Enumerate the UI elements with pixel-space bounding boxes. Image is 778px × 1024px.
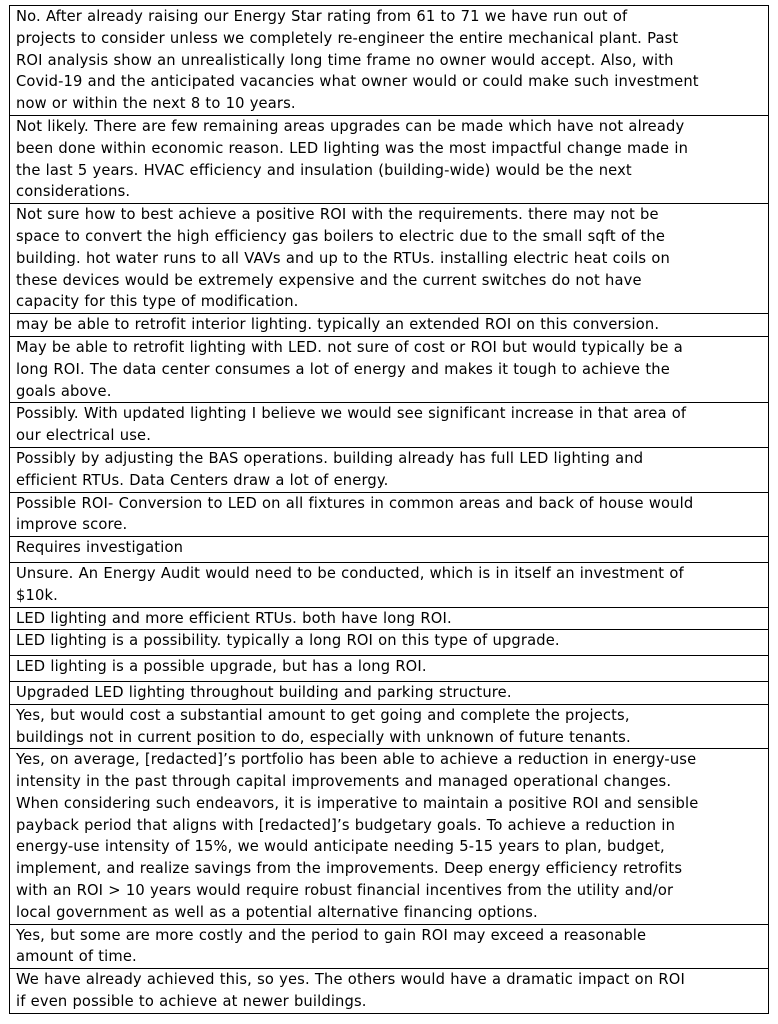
table-row (10, 6, 769, 116)
response-line: projects to consider unless we completely re-engineer the entire mechanical plant. Past (16, 29, 679, 47)
table-row (10, 204, 769, 314)
response-line: Not sure how to best achieve a positive ROI with the requirements. there may not be (16, 206, 659, 224)
table-row (10, 924, 769, 969)
response-line: if even possible to achieve at newer buildings. (16, 993, 367, 1011)
response-line: Unsure. An Energy Audit would need to be conducted, which is in itself an investment of (16, 564, 684, 582)
response-cell (10, 607, 769, 630)
response-cell (10, 115, 769, 203)
response-line: implement, and realize savings from the improvements. Deep energy efficiency retrofits (16, 860, 683, 878)
response-cell (10, 704, 769, 749)
response-line: buildings not in current position to do, especially with unknown of future tenants. (16, 728, 631, 746)
responses-table-body (10, 6, 769, 1014)
table-row (10, 336, 769, 402)
response-cell (10, 749, 769, 924)
response-line: Possibly. With updated lighting I believe we would see significant increase in that area of (16, 405, 687, 423)
response-line: energy-use intensity of 15%, we would anticipate needing 5-15 years to plan, budget, (16, 838, 665, 856)
response-cell (10, 336, 769, 402)
table-row (10, 630, 769, 656)
table-row (10, 537, 769, 563)
response-cell (10, 447, 769, 492)
response-line: Yes, but some are more costly and the period to gain ROI may exceed a reasonable (16, 926, 647, 944)
response-line: now or within the next 8 to 10 years. (16, 95, 296, 113)
response-line: may be able to retrofit interior lighting. typically an extended ROI on this conversion. (16, 316, 660, 334)
table-row (10, 656, 769, 682)
response-line: We have already achieved this, so yes. The others would have a dramatic impact on ROI (16, 971, 685, 989)
response-line: intensity in the past through capital improvements and managed operational changes. (16, 773, 672, 791)
response-cell (10, 969, 769, 1014)
table-row (10, 447, 769, 492)
response-line: goals above. (16, 382, 112, 400)
response-line: May be able to retrofit lighting with LED. not sure of cost or ROI but would typically be a (16, 338, 683, 356)
response-line: space to convert the high efficiency gas boilers to electric due to the small sqft of the (16, 227, 666, 245)
response-line: our electrical use. (16, 427, 152, 445)
response-cell (10, 924, 769, 969)
response-cell (10, 403, 769, 448)
table-row (10, 749, 769, 924)
response-cell (10, 204, 769, 314)
response-line: efficient RTUs. Data Centers draw a lot of energy. (16, 471, 389, 489)
response-cell (10, 681, 769, 704)
table-row (10, 314, 769, 337)
response-line: LED lighting is a possible upgrade, but has a long ROI. (16, 658, 427, 676)
table-row (10, 607, 769, 630)
response-line: these devices would be extremely expensive and the current switches do not have (16, 271, 642, 289)
table-row (10, 969, 769, 1014)
response-line: Upgraded LED lighting throughout building and parking structure. (16, 683, 512, 701)
table-row (10, 681, 769, 704)
response-cell (10, 630, 769, 656)
response-line: No. After already raising our Energy Star rating from 61 to 71 we have run out of (16, 8, 628, 25)
response-cell (10, 6, 769, 116)
response-line: long ROI. The data center consumes a lot of energy and makes it tough to achieve the (16, 360, 670, 378)
response-line: When considering such endeavors, it is imperative to maintain a positive ROI and sensible (16, 794, 699, 812)
table-row (10, 492, 769, 537)
response-cell (10, 537, 769, 563)
response-cell (10, 656, 769, 682)
response-line: Yes, but would cost a substantial amount to get going and complete the projects, (16, 706, 630, 724)
response-line: Not likely. There are few remaining areas upgrades can be made which have not already (16, 117, 685, 135)
table-row (10, 403, 769, 448)
response-cell (10, 314, 769, 337)
table-row (10, 704, 769, 749)
response-line: Possible ROI- Conversion to LED on all fixtures in common areas and back of house would (16, 494, 694, 512)
response-line: capacity for this type of modification. (16, 293, 299, 311)
response-line: LED lighting is a possibility. typically a long ROI on this type of upgrade. (16, 632, 560, 650)
response-line: improve score. (16, 516, 128, 534)
responses-table (9, 5, 769, 1014)
table-row (10, 562, 769, 607)
response-cell (10, 562, 769, 607)
response-cell (10, 492, 769, 537)
response-line: $10k. (16, 586, 58, 604)
response-line: local government as well as a potential alternative financing options. (16, 903, 538, 921)
response-line: amount of time. (16, 948, 137, 966)
response-line: considerations. (16, 183, 131, 201)
response-line: ROI analysis show an unrealistically long time frame no owner would accept. Also, with (16, 51, 674, 69)
response-line: Covid-19 and the anticipated vacancies what owner would or could make such investment (16, 73, 699, 91)
response-line: with an ROI > 10 years would require robust financial incentives from the utility and/or (16, 882, 674, 900)
response-line: Yes, on average, [redacted]’s portfolio has been able to achieve a reduction in energy-use (16, 751, 697, 769)
response-line: Requires investigation (16, 539, 184, 557)
response-line: the last 5 years. HVAC efficiency and insulation (building-wide) would be the next (16, 161, 632, 179)
response-line: building. hot water runs to all VAVs and up to the RTUs. installing electric heat coils on (16, 249, 670, 267)
response-line: LED lighting and more efficient RTUs. both have long ROI. (16, 609, 452, 627)
response-line: been done within economic reason. LED lighting was the most impactful change made in (16, 139, 689, 157)
response-line: payback period that aligns with [redacted]’s budgetary goals. To achieve a reduction in (16, 816, 676, 834)
table-row (10, 115, 769, 203)
response-line: Possibly by adjusting the BAS operations. building already has full LED lighting and (16, 449, 644, 467)
